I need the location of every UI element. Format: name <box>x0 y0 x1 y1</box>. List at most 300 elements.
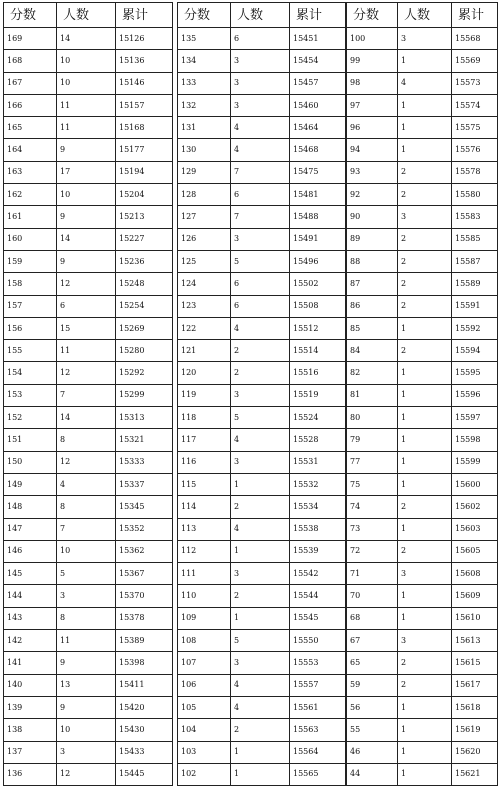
table-body <box>347 28 498 786</box>
cell-cumulative: 15569 <box>452 50 498 72</box>
cell-cumulative: 15534 <box>290 496 346 518</box>
cell-cumulative: 15564 <box>290 741 346 763</box>
cell-cumulative: 15599 <box>452 451 498 473</box>
cell-count: 2 <box>398 184 452 206</box>
cell-score: 44 <box>347 763 398 785</box>
cell-count: 3 <box>231 72 290 94</box>
cell-score: 122 <box>178 317 231 339</box>
cell-cumulative: 15565 <box>290 763 346 785</box>
table-row <box>178 28 346 50</box>
cell-cumulative: 15254 <box>116 295 173 317</box>
cell-score: 97 <box>347 94 398 116</box>
cell-cumulative: 15598 <box>452 429 498 451</box>
cell-cumulative: 15583 <box>452 206 498 228</box>
cell-cumulative: 15573 <box>452 72 498 94</box>
cell-score: 77 <box>347 451 398 473</box>
cell-cumulative: 15587 <box>452 250 498 272</box>
cell-cumulative: 15595 <box>452 362 498 384</box>
cell-count: 4 <box>57 473 116 495</box>
cell-count: 5 <box>231 630 290 652</box>
cell-count: 1 <box>231 741 290 763</box>
cell-cumulative: 15464 <box>290 117 346 139</box>
header-cumulative: 累计 <box>290 3 346 28</box>
cell-count: 5 <box>57 563 116 585</box>
table-row <box>4 362 173 384</box>
cell-score: 134 <box>178 50 231 72</box>
cell-score: 86 <box>347 295 398 317</box>
cell-cumulative: 15608 <box>452 563 498 585</box>
cell-score: 104 <box>178 719 231 741</box>
cell-count: 3 <box>398 206 452 228</box>
cell-score: 74 <box>347 496 398 518</box>
cell-count: 4 <box>231 117 290 139</box>
table-row <box>347 473 498 495</box>
cell-cumulative: 15585 <box>452 228 498 250</box>
cell-cumulative: 15578 <box>452 161 498 183</box>
cell-score: 108 <box>178 630 231 652</box>
cell-count: 2 <box>398 273 452 295</box>
table-row <box>347 496 498 518</box>
cell-count: 2 <box>231 719 290 741</box>
cell-count: 2 <box>231 585 290 607</box>
table-row <box>178 563 346 585</box>
score-table-1 <box>3 2 173 786</box>
table-row <box>4 741 173 763</box>
table-row <box>4 518 173 540</box>
cell-count: 10 <box>57 540 116 562</box>
cell-count: 2 <box>398 228 452 250</box>
cell-count: 1 <box>231 607 290 629</box>
cell-count: 8 <box>57 496 116 518</box>
cell-score: 96 <box>347 117 398 139</box>
cell-cumulative: 15213 <box>116 206 173 228</box>
cell-count: 1 <box>398 741 452 763</box>
cell-count: 1 <box>398 384 452 406</box>
table-row <box>4 340 173 362</box>
cell-count: 4 <box>231 139 290 161</box>
cell-cumulative: 15580 <box>452 184 498 206</box>
cell-count: 8 <box>57 429 116 451</box>
cell-count: 12 <box>57 451 116 473</box>
cell-score: 68 <box>347 607 398 629</box>
cell-count: 3 <box>231 50 290 72</box>
table-row <box>4 630 173 652</box>
cell-score: 87 <box>347 273 398 295</box>
cell-score: 46 <box>347 741 398 763</box>
cell-count: 7 <box>231 161 290 183</box>
table-row <box>178 139 346 161</box>
table-row <box>4 719 173 741</box>
cell-cumulative: 15352 <box>116 518 173 540</box>
header-score: 分数 <box>4 3 57 28</box>
table-row <box>178 652 346 674</box>
cell-score: 161 <box>4 206 57 228</box>
table-row <box>178 763 346 785</box>
cell-cumulative: 15236 <box>116 250 173 272</box>
table-row <box>178 340 346 362</box>
table-row <box>4 652 173 674</box>
cell-cumulative: 15454 <box>290 50 346 72</box>
cell-score: 153 <box>4 384 57 406</box>
cell-score: 65 <box>347 652 398 674</box>
cell-cumulative: 15468 <box>290 139 346 161</box>
cell-score: 132 <box>178 94 231 116</box>
cell-score: 164 <box>4 139 57 161</box>
cell-count: 1 <box>398 429 452 451</box>
cell-cumulative: 15603 <box>452 518 498 540</box>
cell-count: 3 <box>231 384 290 406</box>
cell-cumulative: 15594 <box>452 340 498 362</box>
table-row <box>178 228 346 250</box>
table-row <box>347 184 498 206</box>
cell-count: 3 <box>231 563 290 585</box>
cell-score: 162 <box>4 184 57 206</box>
cell-count: 3 <box>57 585 116 607</box>
cell-cumulative: 15544 <box>290 585 346 607</box>
cell-score: 112 <box>178 540 231 562</box>
cell-score: 147 <box>4 518 57 540</box>
cell-score: 81 <box>347 384 398 406</box>
cell-count: 2 <box>398 295 452 317</box>
cell-score: 150 <box>4 451 57 473</box>
cell-score: 159 <box>4 250 57 272</box>
header-cumulative: 累计 <box>116 3 173 28</box>
header-count: 人数 <box>231 3 290 28</box>
cell-count: 10 <box>57 719 116 741</box>
cell-cumulative: 15430 <box>116 719 173 741</box>
header-score: 分数 <box>178 3 231 28</box>
header-score: 分数 <box>347 3 398 28</box>
table-row <box>4 473 173 495</box>
cell-cumulative: 15568 <box>452 28 498 50</box>
cell-cumulative: 15615 <box>452 652 498 674</box>
cell-count: 2 <box>398 674 452 696</box>
table-row <box>178 317 346 339</box>
cell-score: 146 <box>4 540 57 562</box>
score-table-2 <box>177 2 346 786</box>
table-row <box>347 652 498 674</box>
cell-score: 100 <box>347 28 398 50</box>
cell-score: 160 <box>4 228 57 250</box>
cell-score: 163 <box>4 161 57 183</box>
cell-cumulative: 15292 <box>116 362 173 384</box>
table-row <box>4 50 173 72</box>
table-row <box>347 362 498 384</box>
table-row <box>347 340 498 362</box>
cell-score: 156 <box>4 317 57 339</box>
cell-count: 1 <box>231 473 290 495</box>
cell-cumulative: 15563 <box>290 719 346 741</box>
table-row <box>4 161 173 183</box>
table-row <box>347 719 498 741</box>
header-row <box>178 3 346 28</box>
cell-count: 12 <box>57 763 116 785</box>
cell-cumulative: 15574 <box>452 94 498 116</box>
table-row <box>347 384 498 406</box>
cell-cumulative: 15545 <box>290 607 346 629</box>
cell-count: 1 <box>398 317 452 339</box>
cell-cumulative: 15576 <box>452 139 498 161</box>
table-row <box>178 250 346 272</box>
cell-cumulative: 15321 <box>116 429 173 451</box>
cell-score: 141 <box>4 652 57 674</box>
cell-score: 144 <box>4 585 57 607</box>
cell-count: 1 <box>231 763 290 785</box>
cell-score: 151 <box>4 429 57 451</box>
cell-score: 167 <box>4 72 57 94</box>
cell-score: 93 <box>347 161 398 183</box>
cell-score: 148 <box>4 496 57 518</box>
cell-count: 2 <box>231 496 290 518</box>
cell-count: 11 <box>57 94 116 116</box>
cell-score: 158 <box>4 273 57 295</box>
cell-score: 142 <box>4 630 57 652</box>
cell-score: 121 <box>178 340 231 362</box>
header-row <box>347 3 498 28</box>
table-row <box>4 184 173 206</box>
cell-score: 56 <box>347 696 398 718</box>
cell-count: 1 <box>398 473 452 495</box>
cell-score: 98 <box>347 72 398 94</box>
cell-score: 116 <box>178 451 231 473</box>
cell-count: 3 <box>231 451 290 473</box>
cell-cumulative: 15313 <box>116 407 173 429</box>
cell-count: 8 <box>57 607 116 629</box>
table-row <box>178 184 346 206</box>
cell-count: 1 <box>398 607 452 629</box>
cell-count: 13 <box>57 674 116 696</box>
cell-count: 6 <box>57 295 116 317</box>
cell-score: 71 <box>347 563 398 585</box>
cell-cumulative: 15491 <box>290 228 346 250</box>
cell-cumulative: 15609 <box>452 585 498 607</box>
score-table-3 <box>346 2 498 786</box>
cell-cumulative: 15592 <box>452 317 498 339</box>
cell-score: 165 <box>4 117 57 139</box>
cell-count: 1 <box>398 94 452 116</box>
cell-cumulative: 15299 <box>116 384 173 406</box>
cell-count: 10 <box>57 72 116 94</box>
table-row <box>178 273 346 295</box>
cell-cumulative: 15451 <box>290 28 346 50</box>
cell-count: 10 <box>57 50 116 72</box>
cell-count: 1 <box>398 585 452 607</box>
cell-cumulative: 15519 <box>290 384 346 406</box>
cell-cumulative: 15619 <box>452 719 498 741</box>
cell-cumulative: 15378 <box>116 607 173 629</box>
cell-cumulative: 15269 <box>116 317 173 339</box>
cell-count: 2 <box>398 161 452 183</box>
cell-cumulative: 15168 <box>116 117 173 139</box>
table-row <box>178 94 346 116</box>
table-row <box>4 429 173 451</box>
cell-score: 99 <box>347 50 398 72</box>
cell-score: 123 <box>178 295 231 317</box>
table-row <box>178 72 346 94</box>
table-row <box>4 384 173 406</box>
cell-cumulative: 15146 <box>116 72 173 94</box>
cell-score: 115 <box>178 473 231 495</box>
cell-score: 105 <box>178 696 231 718</box>
cell-count: 3 <box>57 741 116 763</box>
cell-count: 9 <box>57 652 116 674</box>
table-row <box>4 696 173 718</box>
cell-score: 107 <box>178 652 231 674</box>
cell-cumulative: 15600 <box>452 473 498 495</box>
table-row <box>347 518 498 540</box>
cell-cumulative: 15589 <box>452 273 498 295</box>
cell-score: 103 <box>178 741 231 763</box>
table-row <box>178 362 346 384</box>
table-row <box>178 295 346 317</box>
cell-score: 70 <box>347 585 398 607</box>
table-row <box>178 496 346 518</box>
cell-cumulative: 15538 <box>290 518 346 540</box>
table-body <box>4 28 173 786</box>
cell-score: 140 <box>4 674 57 696</box>
cell-cumulative: 15528 <box>290 429 346 451</box>
table-row <box>4 763 173 785</box>
cell-count: 2 <box>231 340 290 362</box>
table-row <box>178 384 346 406</box>
cell-score: 125 <box>178 250 231 272</box>
cell-cumulative: 15248 <box>116 273 173 295</box>
table-row <box>4 407 173 429</box>
table-row <box>178 741 346 763</box>
cell-cumulative: 15617 <box>452 674 498 696</box>
cell-count: 9 <box>57 696 116 718</box>
table-row <box>4 28 173 50</box>
cell-score: 118 <box>178 407 231 429</box>
table-row <box>4 563 173 585</box>
cell-count: 9 <box>57 206 116 228</box>
cell-score: 155 <box>4 340 57 362</box>
cell-cumulative: 15610 <box>452 607 498 629</box>
cell-score: 82 <box>347 362 398 384</box>
table-row <box>4 206 173 228</box>
cell-cumulative: 15596 <box>452 384 498 406</box>
cell-score: 143 <box>4 607 57 629</box>
cell-count: 1 <box>398 362 452 384</box>
cell-count: 4 <box>231 518 290 540</box>
table-row <box>347 763 498 785</box>
table-row <box>347 317 498 339</box>
cell-cumulative: 15516 <box>290 362 346 384</box>
cell-score: 109 <box>178 607 231 629</box>
table-row <box>347 563 498 585</box>
table-row <box>4 250 173 272</box>
cell-cumulative: 15481 <box>290 184 346 206</box>
cell-count: 17 <box>57 161 116 183</box>
cell-score: 138 <box>4 719 57 741</box>
cell-cumulative: 15620 <box>452 741 498 763</box>
cell-cumulative: 15605 <box>452 540 498 562</box>
cell-cumulative: 15433 <box>116 741 173 763</box>
cell-count: 4 <box>231 429 290 451</box>
cell-count: 2 <box>231 362 290 384</box>
cell-score: 75 <box>347 473 398 495</box>
cell-score: 106 <box>178 674 231 696</box>
table-row <box>347 674 498 696</box>
cell-count: 15 <box>57 317 116 339</box>
cell-cumulative: 15597 <box>452 407 498 429</box>
cell-count: 1 <box>231 540 290 562</box>
table-row <box>178 585 346 607</box>
table-row <box>178 407 346 429</box>
cell-score: 130 <box>178 139 231 161</box>
cell-cumulative: 15227 <box>116 228 173 250</box>
cell-cumulative: 15561 <box>290 696 346 718</box>
cell-count: 4 <box>398 72 452 94</box>
cell-count: 11 <box>57 630 116 652</box>
table-row <box>4 674 173 696</box>
table-row <box>178 540 346 562</box>
cell-cumulative: 15420 <box>116 696 173 718</box>
cell-cumulative: 15621 <box>452 763 498 785</box>
table-row <box>347 540 498 562</box>
cell-count: 7 <box>57 384 116 406</box>
cell-score: 127 <box>178 206 231 228</box>
table-row <box>178 161 346 183</box>
header-count: 人数 <box>57 3 116 28</box>
cell-count: 4 <box>231 696 290 718</box>
cell-score: 67 <box>347 630 398 652</box>
cell-cumulative: 15575 <box>452 117 498 139</box>
cell-count: 11 <box>57 117 116 139</box>
table-row <box>347 429 498 451</box>
cell-count: 10 <box>57 184 116 206</box>
table-row <box>4 228 173 250</box>
cell-count: 1 <box>398 407 452 429</box>
cell-cumulative: 15333 <box>116 451 173 473</box>
cell-count: 12 <box>57 273 116 295</box>
cell-cumulative: 15496 <box>290 250 346 272</box>
cell-cumulative: 15136 <box>116 50 173 72</box>
cell-count: 1 <box>398 518 452 540</box>
cell-score: 135 <box>178 28 231 50</box>
cell-score: 84 <box>347 340 398 362</box>
table-body <box>178 28 346 786</box>
header-row <box>4 3 173 28</box>
table-row <box>347 161 498 183</box>
cell-cumulative: 15613 <box>452 630 498 652</box>
cell-score: 157 <box>4 295 57 317</box>
cell-score: 113 <box>178 518 231 540</box>
cell-cumulative: 15204 <box>116 184 173 206</box>
cell-cumulative: 15531 <box>290 451 346 473</box>
cell-score: 117 <box>178 429 231 451</box>
table-row <box>347 585 498 607</box>
cell-score: 119 <box>178 384 231 406</box>
cell-score: 79 <box>347 429 398 451</box>
cell-score: 80 <box>347 407 398 429</box>
cell-cumulative: 15362 <box>116 540 173 562</box>
cell-count: 14 <box>57 28 116 50</box>
table-row <box>347 250 498 272</box>
table-row <box>4 273 173 295</box>
cell-cumulative: 15126 <box>116 28 173 50</box>
cell-count: 9 <box>57 139 116 161</box>
table-row <box>178 719 346 741</box>
cell-score: 169 <box>4 28 57 50</box>
cell-count: 1 <box>398 719 452 741</box>
cell-count: 1 <box>398 117 452 139</box>
cell-count: 2 <box>398 496 452 518</box>
cell-cumulative: 15445 <box>116 763 173 785</box>
cell-cumulative: 15337 <box>116 473 173 495</box>
table-row <box>178 451 346 473</box>
cell-count: 1 <box>398 451 452 473</box>
